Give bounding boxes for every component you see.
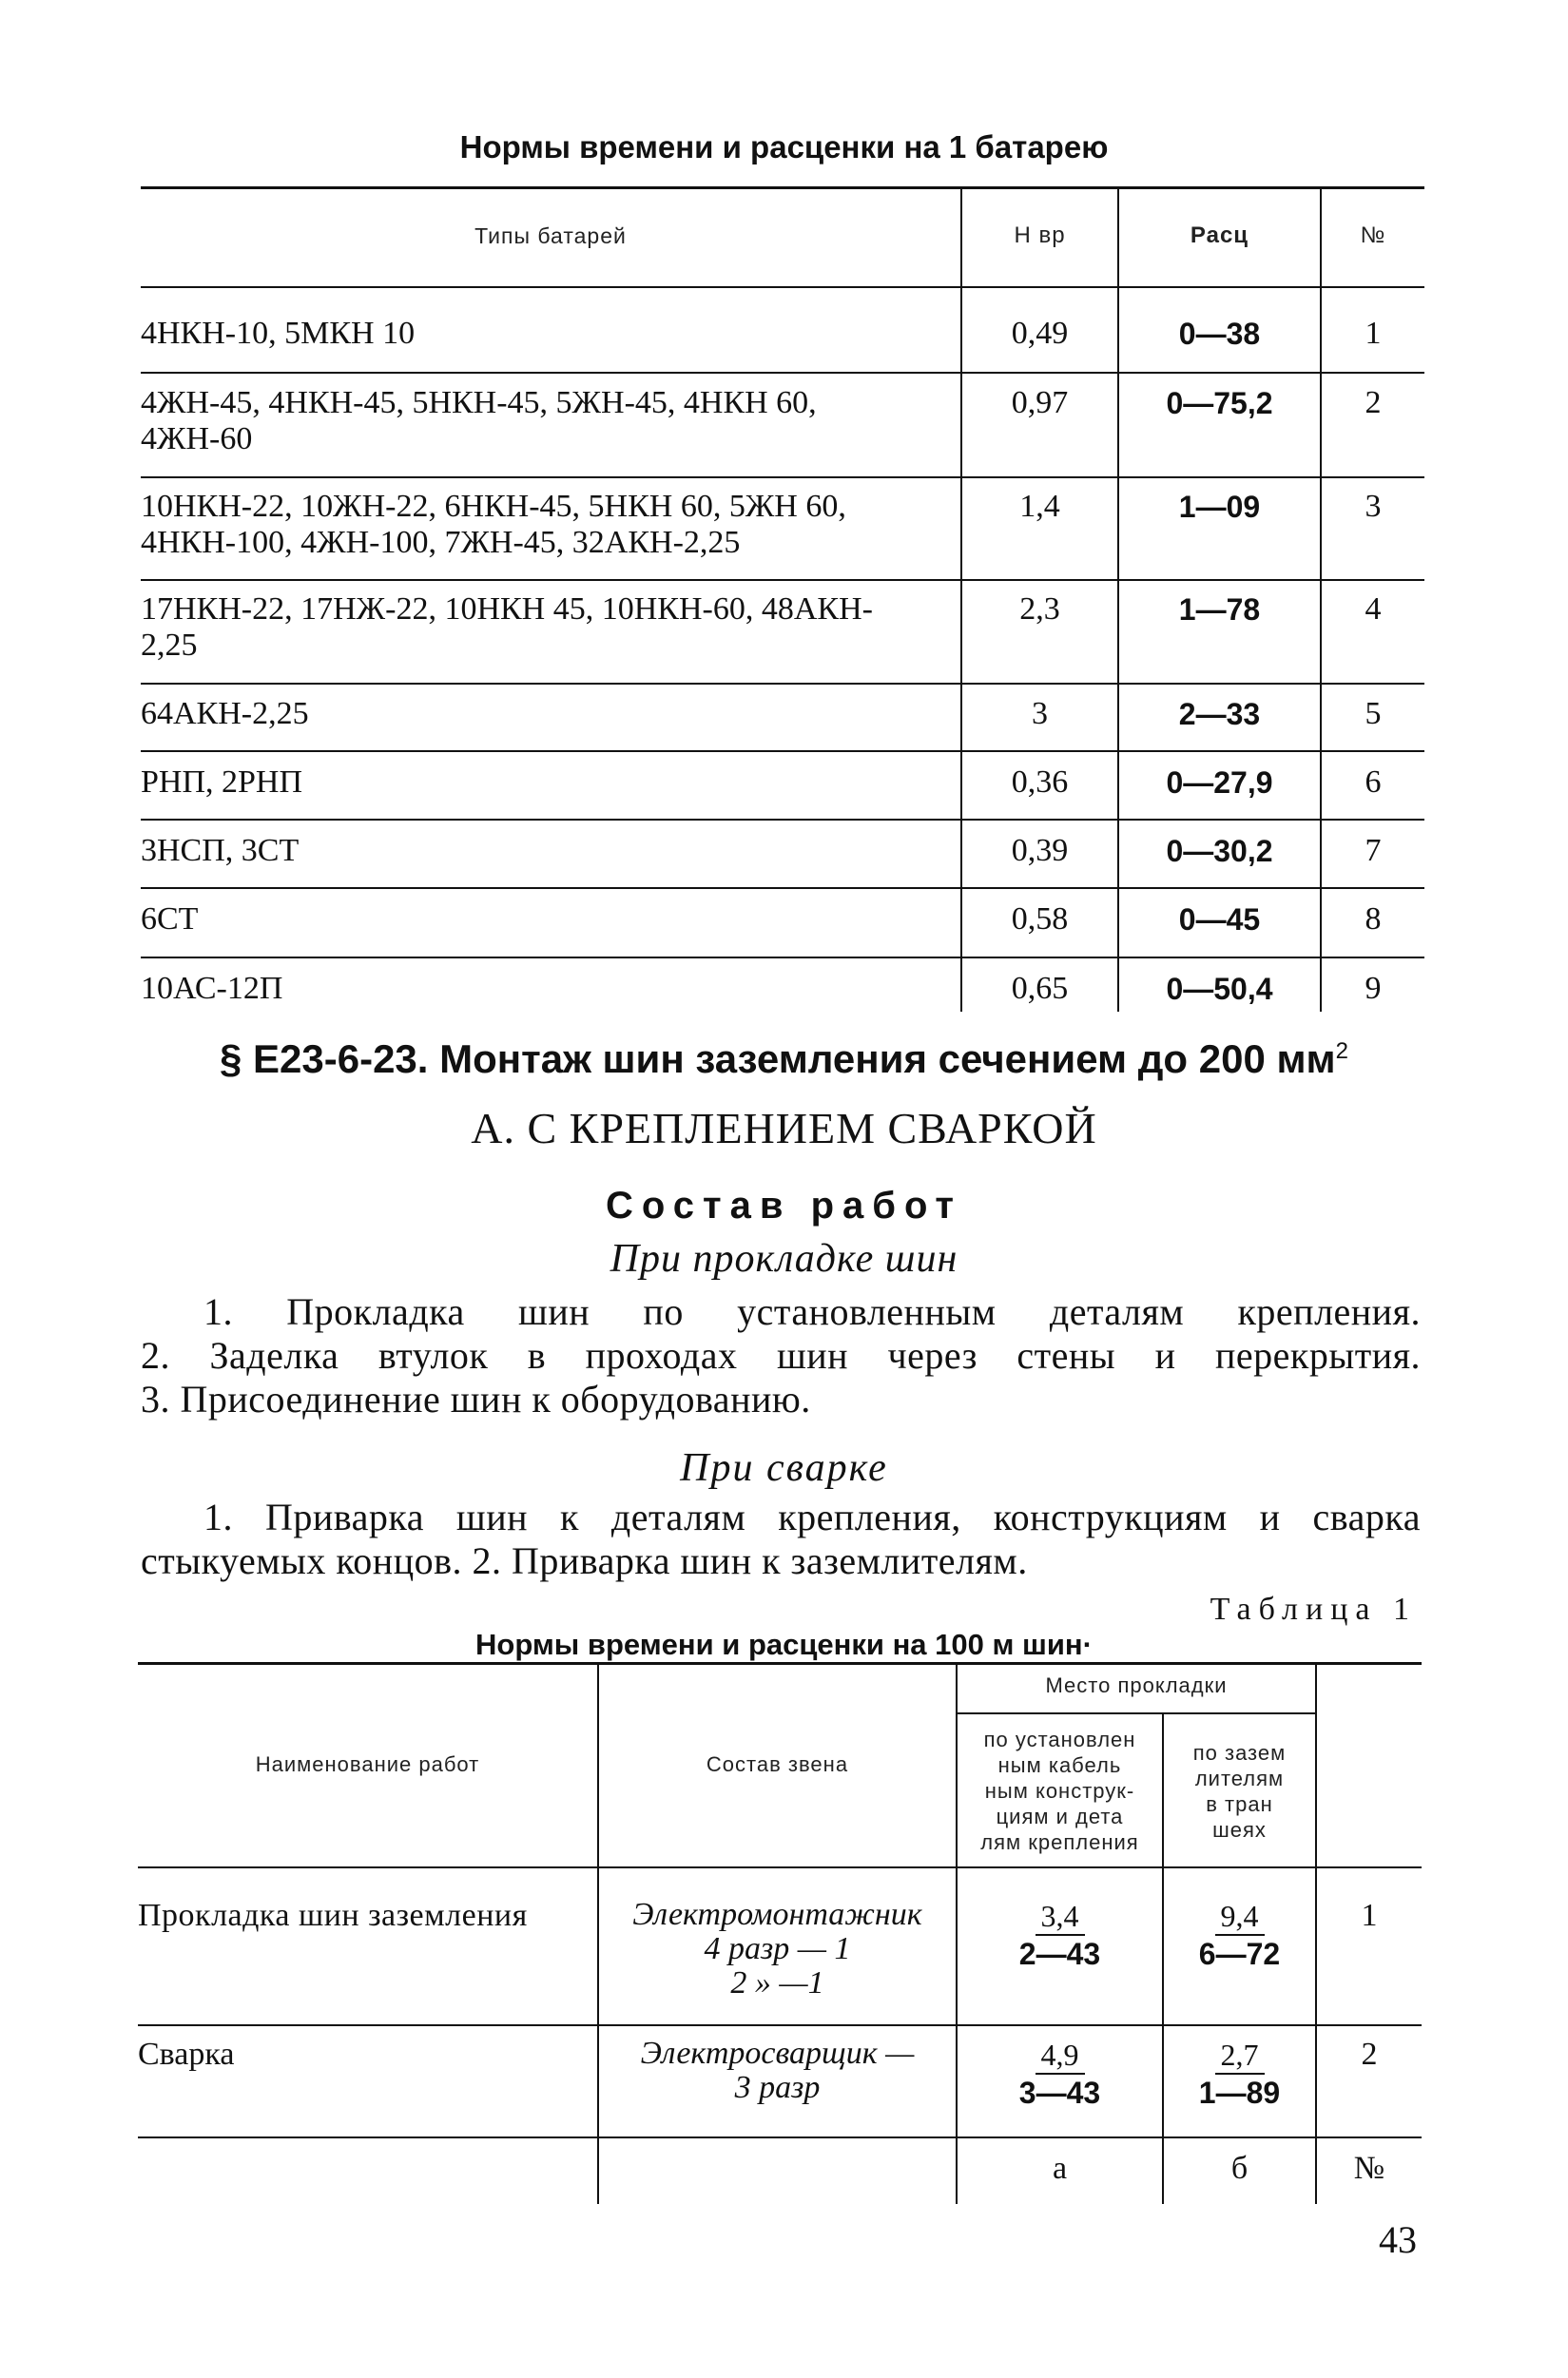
table1-header-types: Типы батарей	[474, 223, 627, 248]
table2-header-place: Место прокладки	[1045, 1673, 1228, 1697]
section-title-sup: 2	[1335, 1038, 1348, 1064]
table2-footer-num: №	[1353, 2151, 1385, 2186]
table-row: 6СТ	[141, 901, 199, 937]
fraction-cell: $\frac{2,7}{1—89}$	[1198, 2038, 1281, 2110]
table-row: 3НСП, 3СТ	[141, 833, 300, 868]
fraction-cell: $\frac{9,4}{6—72}$	[1198, 1899, 1281, 1971]
subheading-laying: При прокладке шин	[610, 1237, 958, 1281]
fraction-cell: $\frac{4,9}{3—43}$	[1018, 2038, 1101, 2110]
table1-header-rule	[141, 286, 1424, 288]
table2-top-rule	[138, 1662, 1422, 1665]
table-row: 4ЖН-45, 4НКН-45, 5НКН-45, 5ЖН-45, 4НКН 60,	[141, 385, 817, 420]
table2-footer-a: а	[1052, 2151, 1068, 2186]
paragraph-line: 3. Присоединение шин к оборудованию.	[141, 1378, 811, 1421]
paragraph-line: стыкуемых концов. 2. Приварка шин к заземлителям.	[141, 1539, 1028, 1582]
table-row: Сварка	[138, 2037, 235, 2072]
table1-caption: Нормы времени и расценки на 1 батарею	[459, 129, 1109, 164]
table2-header-rule	[138, 1866, 1422, 1868]
table1-header-num: №	[1360, 222, 1386, 248]
page-number: 43	[1379, 2218, 1417, 2261]
table2-caption: Нормы времени и расценки на 100 м шин·	[475, 1628, 1093, 1661]
table-row: 4НКН-10, 5МКН 10	[141, 316, 416, 351]
table2-header-crew: Состав звена	[706, 1752, 849, 1776]
table1-top-rule	[141, 186, 1424, 189]
table1-header-rasc: Расц	[1190, 222, 1249, 248]
table1-header-nvr: Н вр	[1014, 222, 1066, 248]
table2-header-col-a: по установлен ным кабель ным конструк- циям и дета лям крепления	[980, 1728, 1139, 1854]
table2-header-col-b: по зазем лителям в тран шеях	[1192, 1741, 1287, 1842]
subheading-welding: При сварке	[680, 1446, 888, 1490]
table2-header-name: Наименование работ	[255, 1752, 480, 1776]
table-row: Прокладка шин заземления	[138, 1898, 528, 1933]
paragraph-line: 1. Прокладка шин по установленным деталям крепления.	[203, 1290, 1421, 1333]
table-row: 17НКН-22, 17НЖ-22, 10НКН 45, 10НКН-60, 48АКН-	[141, 591, 873, 627]
section-title-text: § Е23-6-23. Монтаж шин заземления сечением до 200 мм	[219, 1036, 1336, 1081]
table-row: 10НКН-22, 10ЖН-22, 6НКН-45, 5НКН 60, 5ЖН 60,	[141, 489, 846, 524]
table-row: РНП, 2РНП	[141, 764, 303, 800]
fraction-cell: $\frac{3,4}{2—43}$	[1018, 1899, 1101, 1971]
section-subtitle: А. С КРЕПЛЕНИЕМ СВАРКОЙ	[471, 1104, 1097, 1152]
paragraph-line: 2. Заделка втулок в проходах шин через стены и перекрытия.	[141, 1334, 1421, 1377]
table-row: 64АКН-2,25	[141, 696, 309, 731]
table2-label: Таблица 1	[1210, 1592, 1417, 1627]
table-row: 10АС-12П	[141, 971, 283, 1006]
table2-footer-b: б	[1230, 2151, 1249, 2186]
paragraph-line: 1. Приварка шин к деталям крепления, конструкциям и сварка	[203, 1496, 1421, 1538]
section-title	[0, 1036, 1568, 1082]
work-heading: Состав работ	[606, 1185, 962, 1227]
